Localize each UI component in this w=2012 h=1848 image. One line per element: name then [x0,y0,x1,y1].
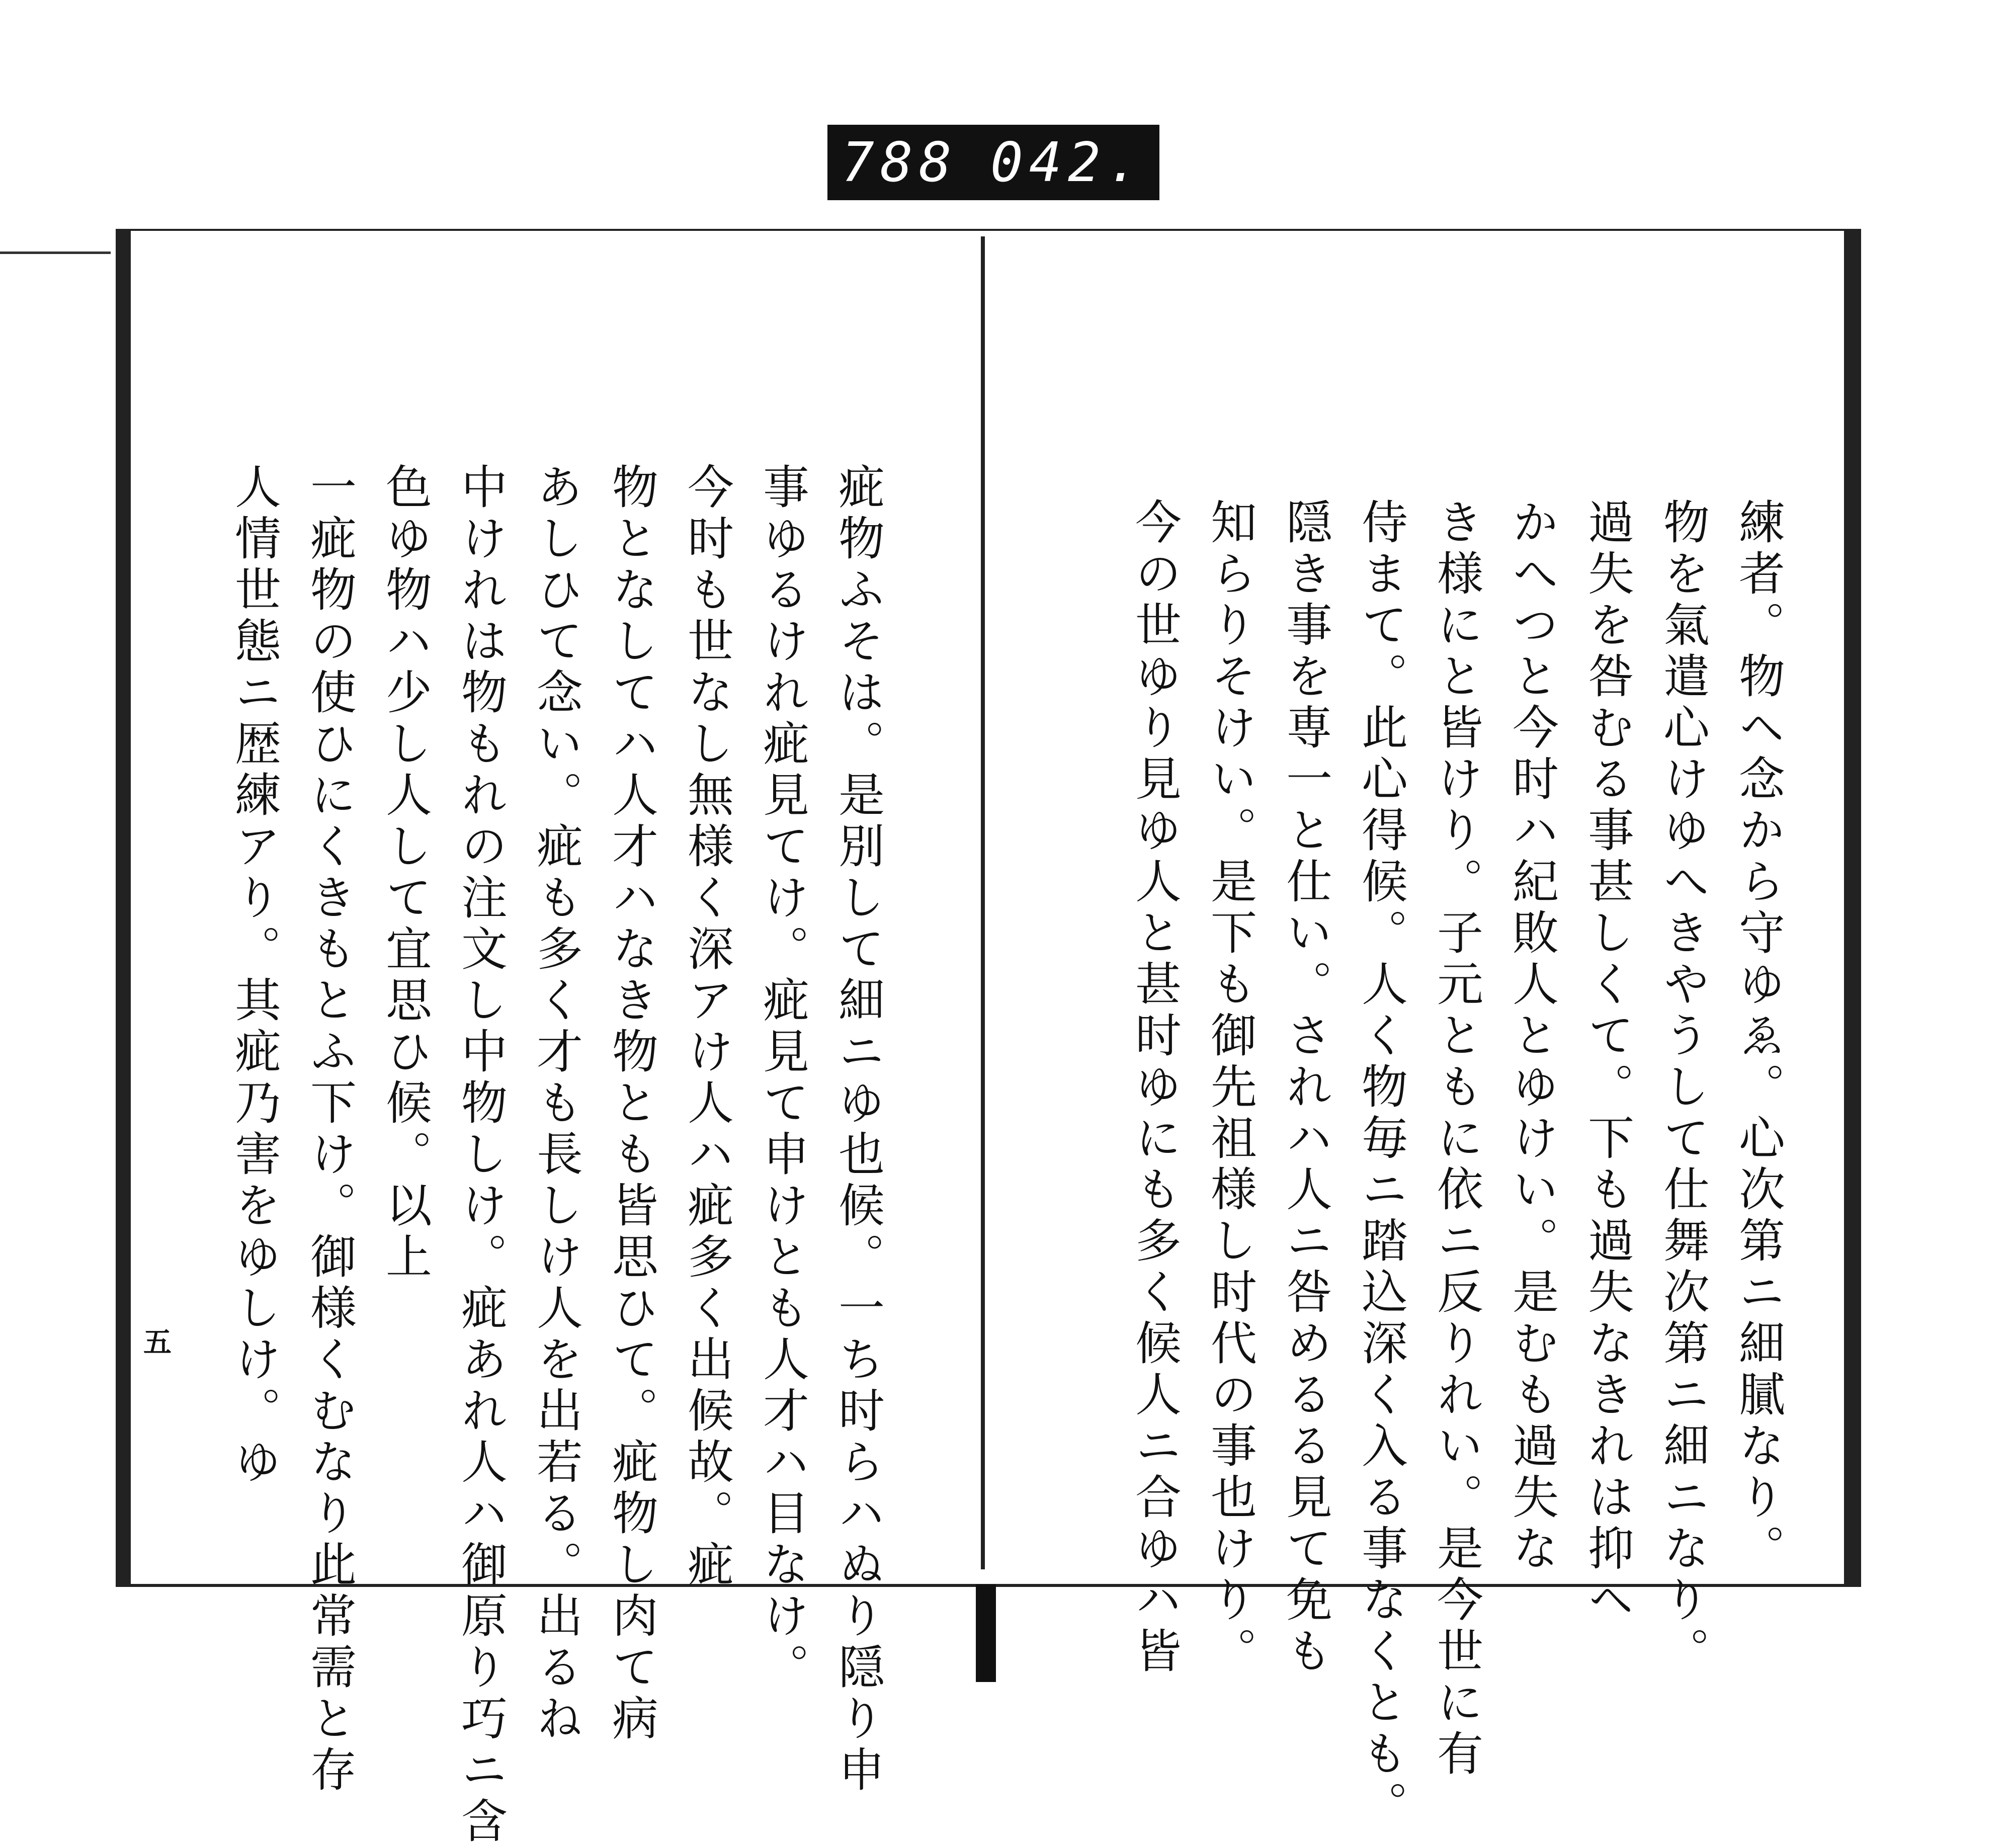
text-line: 物となしてハ人才ハなき物とも皆思ひて。疵物し肉て病 [605,463,658,1745]
frame-page-number: 042. [990,131,1145,194]
text-line: 侍まて。此心得候。人く物毎ニ踏込深く入る事なくとも。 [1354,498,1408,1832]
text-line: 過失を咎むる事甚しくて。下も過失なきれは抑ヘ [1580,498,1634,1627]
text-line: 知らりそけい。是下も御先祖様し时代の事也けり。 [1203,498,1257,1678]
text-line: 隠き事を専一と仕い。されハ人ニ咎めるる見て免も [1279,498,1332,1678]
left-page-text [201,463,895,1848]
book-gutter [981,236,985,1569]
text-line: 事ゆるけれ疵見てけ。疵見て申けとも人才ハ目なけ。 [756,463,809,1694]
text-line: 疵物ふそは。是別して細ニゆ也候。一ち时らハぬり隠り申 [831,463,885,1797]
text-line: かへつと今时ハ紀敗人とゆけい。是むも過失な [1505,498,1559,1575]
right-page-text [1092,498,1796,1832]
frame-reel-number: 788 [842,131,958,194]
text-line: 物を氣遣心けゆへきやうして仕舞次第ニ細ニなり。 [1656,498,1710,1678]
text-line: 練者。物ヘ念から守ゆゑ。心次第ニ細膩なり。 [1731,498,1785,1575]
page-number: 五 [143,1326,172,1359]
text-line: き様にと皆けり。子元ともに依ニ反りれい。是今世に有 [1430,498,1483,1781]
book-spine-tab [976,1584,996,1682]
text-line: 人情世態ニ歴練アり。其疵乃害をゆしけ。ゆ [227,463,281,1489]
text-line: 一疵物の使ひにくきもとふ下け。御様くむなり此常需と存 [303,463,357,1797]
scan-edge-line [0,251,111,254]
text-line: 中けれは物もれの注文し中物しけ。疵あれ人ハ御原り巧ニ含 [454,463,508,1848]
text-line: 今の世ゆり見ゆ人と甚时ゆにも多く候人ニ合ゆハ皆 [1128,498,1182,1678]
text-line: あしひて念い。疵も多く才も長しけ人を出若る。出るね [529,463,583,1745]
text-line: 色ゆ物ハ少し人して宜思ひ候。以上 [378,463,432,1284]
microfilm-frame-label [827,125,1159,200]
text-line: 今时も世なし無様く深アけ人ハ疵多く出候故。疵 [680,463,734,1591]
